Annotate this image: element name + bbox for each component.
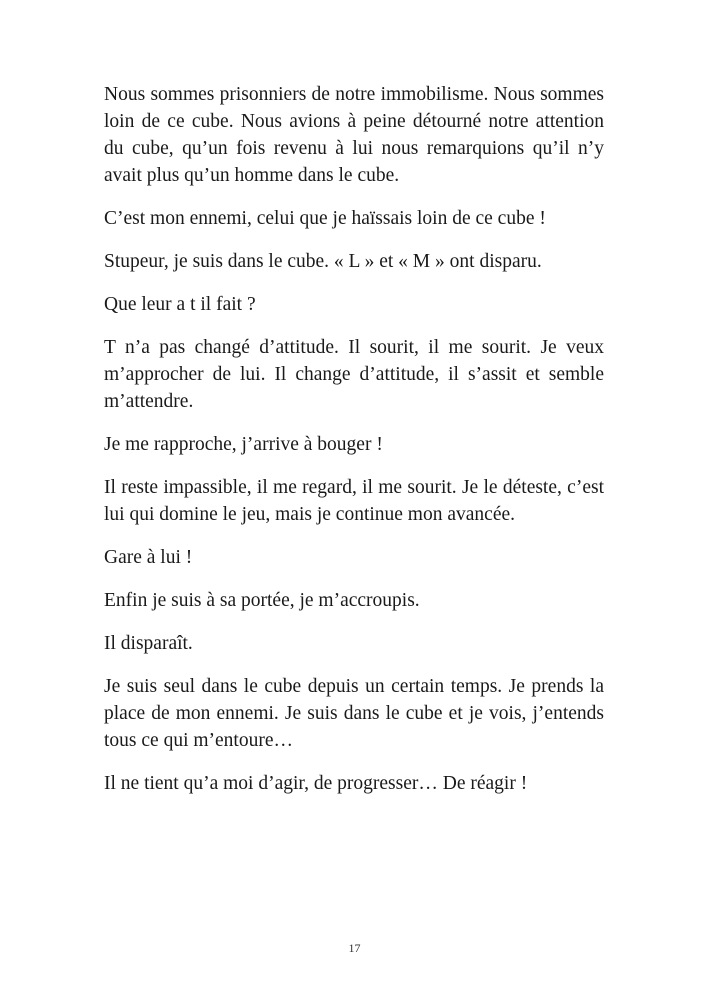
- paragraph-2: C’est mon ennemi, celui que je haïssais loin de ce cube !: [104, 208, 546, 229]
- paragraph-3: Stupeur, je suis dans le cube. « L » et « M » ont disparu.: [104, 251, 542, 272]
- paragraph-9: Enfin je suis à sa portée, je m’accroupis.: [104, 590, 420, 611]
- paragraph-11: Je suis seul dans le cube depuis un certain temps. Je prends la place de mon ennemi. Je suis dans le cube et je vois, j’entends tous ce qui m’entoure…: [104, 676, 604, 751]
- body-text: [104, 81, 604, 813]
- paragraph-7: Il reste impassible, il me regard, il me sourit. Je le déteste, c’est lui qui domine le jeu, mais je continue mon avancée.: [104, 477, 604, 525]
- paragraph-1: Nous sommes prisonniers de notre immobilisme. Nous sommes loin de ce cube. Nous avions à peine détourné notre attention du cube, qu’un fois revenu à lui nous remarquions qu’il n’y avait plus qu’un homme dans le cube.: [104, 84, 604, 186]
- paragraph-10: Il disparaît.: [104, 633, 193, 654]
- paragraph-12: Il ne tient qu’a moi d’agir, de progresser… De réagir !: [104, 773, 528, 794]
- paragraph-4: Que leur a t il fait ?: [104, 294, 256, 315]
- paragraph-5: T n’a pas changé d’attitude. Il sourit, il me sourit. Je veux m’approcher de lui. Il change d’attitude, il s’assit et semble m’attendre.: [104, 337, 604, 412]
- page-number: 17: [348, 941, 361, 955]
- paragraph-8: Gare à lui !: [104, 547, 193, 568]
- paragraph-6: Je me rapproche, j’arrive à bouger !: [104, 434, 383, 455]
